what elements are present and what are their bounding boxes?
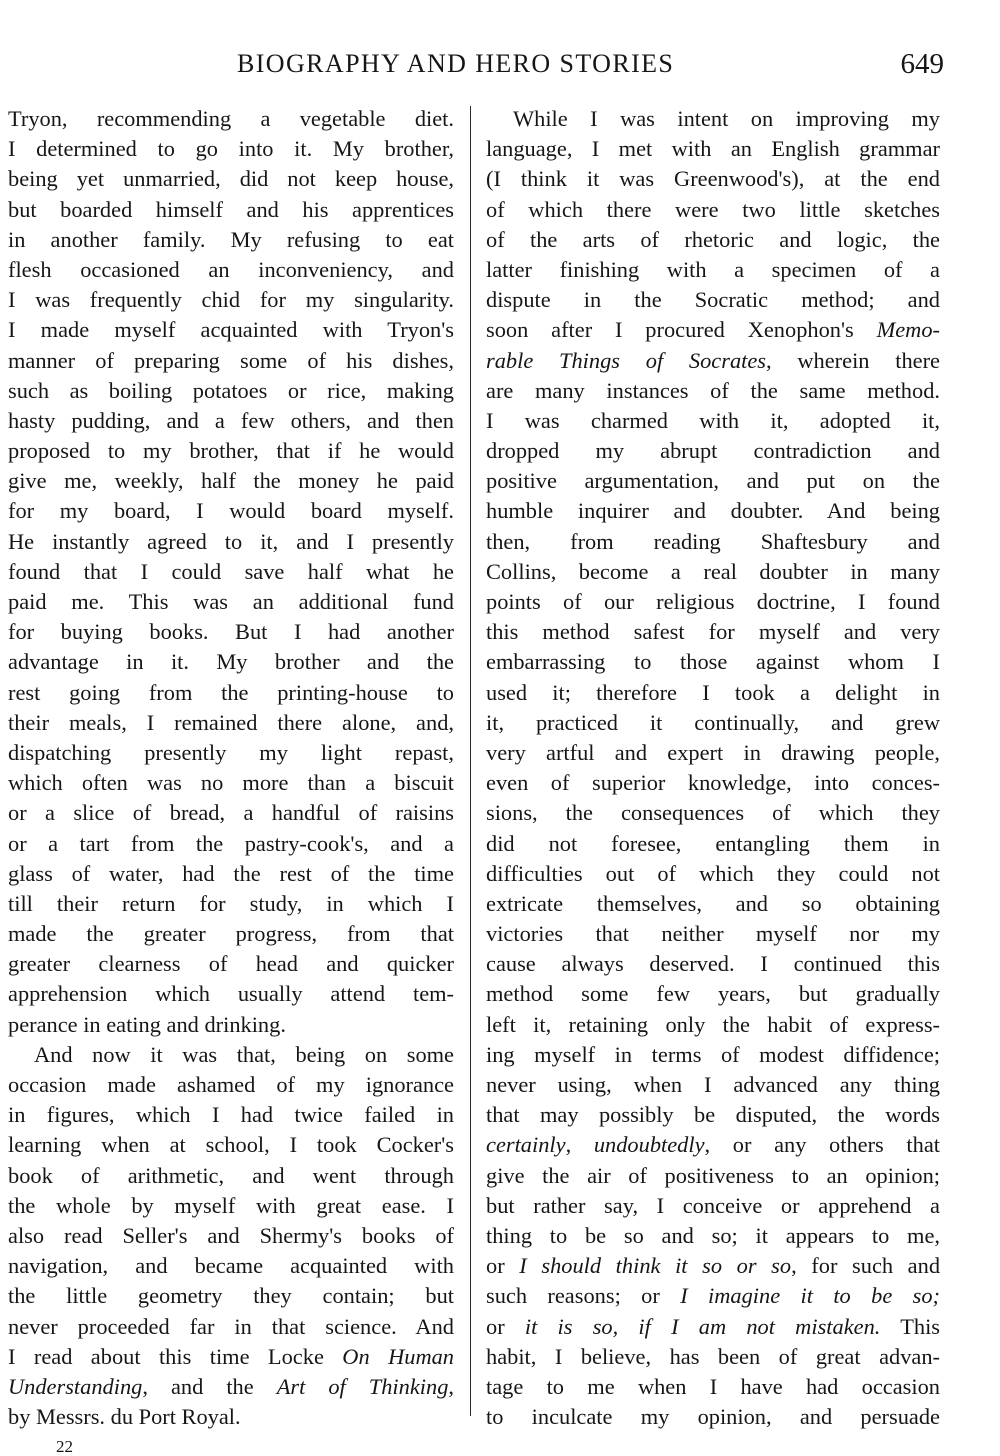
- text-line: even of superior knowledge, into conces-: [486, 770, 940, 796]
- text-line: of which there were two little sketches: [486, 196, 940, 222]
- text-line: never using, when I advanced any thing: [486, 1072, 940, 1097]
- text-line: give the air of positiveness to an opinion;: [486, 1162, 940, 1188]
- text-run: ,: [448, 1373, 454, 1399]
- text-line: found that I could save half what he: [8, 558, 454, 584]
- italic-phrase: I imagine it to be so;: [680, 1283, 940, 1309]
- text-line: but rather say, I conceive or apprehend a: [486, 1192, 940, 1218]
- running-head-title: BIOGRAPHY AND HERO STORIES: [237, 49, 675, 78]
- text-line: learning when at school, I took Cocker's: [8, 1132, 454, 1158]
- running-head: [0, 46, 1000, 82]
- text-run: , or any others that: [704, 1132, 940, 1158]
- text-line: this method safest for myself and very: [486, 619, 940, 645]
- text-line: flesh occasioned an inconveniency, and: [8, 256, 454, 282]
- text-line: (I think it was Greenwood's), at the end: [486, 166, 940, 192]
- signature-mark: 22: [56, 1437, 73, 1456]
- text-line: extricate themselves, and so obtaining: [486, 890, 940, 916]
- text-line: dispute in the Socratic method; and: [486, 287, 940, 313]
- text-line: greater clearness of head and quicker: [8, 951, 454, 977]
- text-line: manner of preparing some of his dishes,: [8, 347, 454, 373]
- text-run: soon after I procured Xenophon's: [486, 317, 877, 343]
- text-run: such reasons; or: [486, 1283, 681, 1309]
- text-line: used it; therefore I took a delight in: [486, 679, 940, 705]
- text-run: I read about this time Locke: [8, 1343, 343, 1369]
- text-line: thing to be so and so; it appears to me,: [486, 1222, 940, 1248]
- text-line: paid me. This was an additional fund: [8, 589, 454, 614]
- right-column: [486, 104, 940, 1432]
- text-line: till their return for study, in which I: [8, 890, 454, 916]
- italic-word: undoubtedly: [593, 1132, 705, 1158]
- text-line: being yet unmarried, did not keep house,: [8, 166, 454, 192]
- text-line: by Messrs. du Port Royal.: [8, 1404, 241, 1430]
- text-run: , for such and: [791, 1253, 940, 1279]
- text-line: Collins, become a real doubter in many: [486, 558, 940, 584]
- text-line: I was charmed with it, adopted it,: [486, 407, 940, 433]
- text-line: occasion made ashamed of my ignorance: [8, 1072, 454, 1097]
- text-line: embarrassing to those against whom I: [486, 649, 940, 675]
- text-line: I was frequently chid for my singularity.: [8, 287, 454, 313]
- text-line: [486, 1312, 940, 1342]
- text-line: glass of water, had the rest of the time: [8, 860, 454, 886]
- text-line: [486, 1281, 940, 1311]
- text-line: rest going from the printing-house to: [8, 679, 454, 705]
- left-column: [8, 104, 454, 1432]
- text-line: method some few years, but gradually: [486, 981, 940, 1007]
- text-line: in figures, which I had twice failed in: [8, 1102, 454, 1128]
- text-line: proposed to my brother, that if he would: [8, 438, 454, 464]
- text-line: [486, 346, 940, 376]
- italic-title: rable Things of Socrates: [486, 347, 767, 373]
- text-line: dropped my abrupt contradiction and: [486, 438, 940, 464]
- text-line: perance in eating and drinking.: [8, 1011, 286, 1037]
- text-line: Tryon, recommending a vegetable diet.: [8, 106, 454, 131]
- text-line: of the arts of rhetoric and logic, the: [486, 226, 940, 252]
- text-run: , and the: [142, 1373, 277, 1399]
- text-line: did not foresee, entangling them in: [486, 830, 940, 856]
- text-line: sions, the consequences of which they: [486, 800, 940, 826]
- text-line: apprehension which usually attend tem-: [8, 981, 454, 1007]
- text-line: humble inquirer and doubter. And being: [486, 498, 940, 524]
- text-line: or a slice of bread, a handful of raisins: [8, 800, 454, 826]
- text-line: positive argumentation, and put on the: [486, 468, 940, 494]
- text-line: [486, 1130, 940, 1160]
- text-line: difficulties out of which they could not: [486, 860, 940, 886]
- text-line: that may possibly be disputed, the words: [486, 1102, 940, 1128]
- text-line: the whole by myself with great ease. I: [8, 1192, 454, 1218]
- text-line: hasty pudding, and a few others, and then: [8, 407, 454, 433]
- text-line: in another family. My refusing to eat: [8, 226, 454, 252]
- text-run: , wherein there: [766, 347, 940, 373]
- text-line: And now it was that, being on some: [34, 1041, 454, 1067]
- text-line: but boarded himself and his apprentices: [8, 196, 454, 222]
- text-line: it, practiced it continually, and grew: [486, 709, 940, 735]
- page-number: 649: [900, 48, 944, 80]
- text-run: or: [486, 1253, 520, 1279]
- text-run: This: [880, 1313, 940, 1339]
- text-line: are many instances of the same method.: [486, 377, 940, 403]
- text-line: language, I met with an English grammar: [486, 136, 940, 162]
- text-line: very artful and expert in drawing people,: [486, 739, 940, 765]
- text-line: never proceeded far in that science. And: [8, 1313, 454, 1339]
- text-line: [8, 1342, 454, 1372]
- text-line: which often was no more than a biscuit: [8, 770, 454, 796]
- text-line: He instantly agreed to it, and I presently: [8, 528, 454, 554]
- text-line: such as boiling potatoes or rice, making: [8, 377, 454, 403]
- text-line: I made myself acquainted with Tryon's: [8, 317, 454, 343]
- italic-title: Memo-: [876, 317, 940, 343]
- italic-title: Understanding: [8, 1373, 143, 1399]
- text-line: [486, 1251, 940, 1281]
- text-line: victories that neither myself nor my: [486, 921, 940, 947]
- text-line: then, from reading Shaftesbury and: [486, 528, 940, 554]
- text-line: for buying books. But I had another: [8, 619, 454, 645]
- text-line: dispatching presently my light repast,: [8, 739, 454, 765]
- text-line: or a tart from the pastry-cook's, and a: [8, 830, 454, 856]
- text-line: navigation, and became acquainted with: [8, 1253, 454, 1279]
- text-line: [8, 1372, 454, 1402]
- text-line: points of our religious doctrine, I found: [486, 589, 940, 614]
- text-line: While I was intent on improving my: [513, 106, 940, 131]
- text-line: habit, I believe, has been of great advan-: [486, 1343, 940, 1369]
- text-line: left it, retaining only the habit of express-: [486, 1011, 940, 1037]
- text-line: also read Seller's and Shermy's books of: [8, 1222, 454, 1248]
- text-line: to inculcate my opinion, and persuade: [486, 1404, 940, 1430]
- column-divider: [470, 106, 471, 1416]
- text-run: or: [486, 1313, 525, 1339]
- italic-word: certainly: [486, 1132, 566, 1158]
- italic-phrase: I should think it so or so: [519, 1253, 792, 1279]
- italic-title: On Human: [342, 1343, 454, 1369]
- text-line: give me, weekly, half the money he paid: [8, 468, 454, 494]
- text-line: [486, 315, 940, 345]
- text-line: their meals, I remained there alone, and,: [8, 709, 454, 735]
- text-line: ing myself in terms of modest diffidence;: [486, 1041, 940, 1067]
- text-line: cause always deserved. I continued this: [486, 951, 940, 977]
- italic-title: Art of Thinking: [276, 1373, 449, 1399]
- text-line: book of arithmetic, and went through: [8, 1162, 454, 1188]
- italic-phrase: it is so, if I am not mistaken.: [524, 1313, 881, 1339]
- text-line: I determined to go into it. My brother,: [8, 136, 454, 162]
- text-line: latter finishing with a specimen of a: [486, 256, 940, 282]
- text-line: advantage in it. My brother and the: [8, 649, 454, 675]
- text-run: ,: [565, 1132, 594, 1158]
- text-line: the little geometry they contain; but: [8, 1283, 454, 1309]
- text-line: for my board, I would board myself.: [8, 498, 454, 524]
- text-line: made the greater progress, from that: [8, 921, 454, 947]
- text-line: tage to me when I have had occasion: [486, 1373, 940, 1399]
